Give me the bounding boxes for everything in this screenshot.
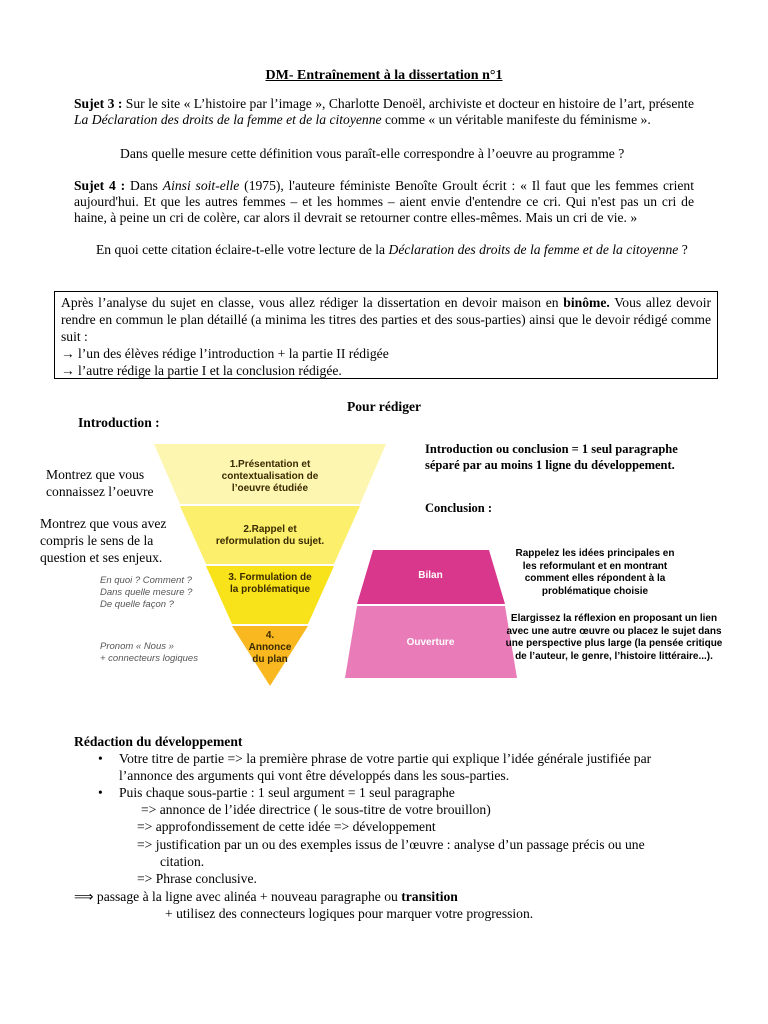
- introduction-heading: Introduction :: [78, 415, 160, 430]
- development-heading: Rédaction du développement: [74, 734, 243, 749]
- side-note-line: De quelle façon ?: [100, 599, 174, 610]
- side-note-plan: [100, 641, 220, 665]
- transition-line: [74, 888, 458, 906]
- sujet-4-text-b: (1975), l'auteure féministe Benoîte Groult écrit : « Il faut que les femmes crient aujourd'hui. Et que les autres femmes – et les hommes – aient envie d'entendre ce cri. Qui n'est pas un cri de haine, à peine un cri de colère, car alors il devrait se retourner contre elles-mêmes. Mais un cri de vie. »: [74, 178, 694, 225]
- sujet-4-question-b: ?: [678, 242, 688, 257]
- bullet-dot: •: [98, 785, 103, 800]
- funnel-step-4-label: 4. Annonce du plan: [248, 630, 292, 665]
- instructions-box: [54, 291, 718, 379]
- development-sub-2: => approfondissement de cette idée => développement: [137, 819, 436, 834]
- sujet-4-question-title: Déclaration des droits de la femme et de la citoyenne: [388, 242, 679, 257]
- sujet-4: [74, 178, 694, 226]
- ouverture-text: Elargissez la réflexion en proposant un lien avec une autre œuvre ou placez le sujet dans une perspective plus large (la pensée critique de l’auteur, le genre, l’histoire littéraire...).: [505, 613, 723, 662]
- funnel-step-3-label: 3. Formulation de la problématique: [228, 572, 312, 595]
- side-note-line: Pronom « Nous »: [100, 641, 174, 652]
- pour-rediger-heading: Pour rédiger: [346, 399, 422, 414]
- sujet-4-label: Sujet 4 :: [74, 178, 126, 193]
- development-bullet-1: Votre titre de partie => la première phrase de votre partie qui explique l’idée générale justifiée par l’annonce des arguments qui vont être développés dans les sous-parties.: [119, 751, 652, 783]
- bilan-label: Bilan: [418, 570, 443, 581]
- sujet-4-work-title: Ainsi soit-elle: [162, 178, 240, 193]
- sujet-4-question-a: En quoi cette citation éclaire-t-elle votre lecture de la: [96, 242, 389, 257]
- bullet-dot: •: [98, 751, 103, 766]
- conclusion-heading: Conclusion :: [425, 501, 493, 515]
- connecteurs-line: + utilisez des connecteurs logiques pour marquer votre progression.: [165, 906, 534, 921]
- transition-bold: transition: [401, 889, 458, 904]
- side-note-line: En quoi ? Comment ?: [100, 575, 192, 586]
- side-note-question: Montrez que vous avez compris le sens de la question et ses enjeux.: [40, 516, 167, 565]
- instructions-line-1: → l’un des élèves rédige l’introduction + la partie II rédigée: [61, 346, 389, 361]
- paragraph-rule-note: Introduction ou conclusion = 1 seul paragraphe séparé par au moins 1 ligne du développement.: [425, 442, 678, 472]
- sujet-3-work-title: La Déclaration des droits de la femme et de la citoyenne: [74, 112, 382, 127]
- development-bullet-2: Puis chaque sous-partie : 1 seul argument = 1 seul paragraphe: [119, 785, 455, 800]
- transition-text-a: passage à la ligne avec alinéa + nouveau paragraphe ou: [93, 889, 402, 904]
- double-arrow-icon: ⟹: [74, 889, 94, 905]
- instructions-line-2: → l’autre rédige la partie I et la conclusion rédigée.: [61, 363, 342, 378]
- sujet-4-question: [74, 242, 694, 258]
- instructions-text-a: Après l’analyse du sujet en classe, vous allez rédiger la dissertation en devoir maison en: [61, 295, 564, 310]
- funnel-step-1-label: 1.Présentation et contextualisation de l’oeuvre étudiée: [221, 459, 319, 494]
- ouverture-label: Ouverture: [406, 637, 455, 648]
- sujet-4-text-a: Dans: [125, 178, 163, 193]
- sujet-3-text-b: comme « un véritable manifeste du féminisme ».: [381, 112, 651, 127]
- side-note-oeuvre: Montrez que vous connaissez l’oeuvre: [46, 467, 154, 499]
- side-note-line: + connecteurs logiques: [100, 653, 198, 664]
- instructions-paragraph: [61, 294, 711, 345]
- sujet-3-label: Sujet 3 :: [74, 96, 123, 111]
- funnel-step-2-label: 2.Rappel et reformulation du sujet.: [215, 524, 325, 547]
- instructions-text-b: Vous allez devoir rendre en commun le plan détaillé (a minima les titres des parties et des sous-parties) ainsi que le devoir rédigé comme suit :: [61, 295, 712, 344]
- side-note-line: Dans quelle mesure ?: [100, 587, 193, 598]
- instructions-bold: binôme.: [563, 295, 610, 310]
- conclusion-trapezoid: [343, 548, 518, 680]
- development-sub-3b: citation.: [160, 854, 205, 869]
- sujet-3-text-a: Sur le site « L’histoire par l’image », Charlotte Denoël, archiviste et docteur en histoire de l’art, présente: [122, 96, 694, 111]
- sujet-3: [74, 96, 694, 128]
- page-title: DM- Entraînement à la dissertation n°1: [265, 68, 503, 83]
- side-note-problematique: [100, 575, 210, 611]
- bilan-text: Rappelez les idées principales en les reformulant et en montrant comment elles répondent à la problématique choisie: [515, 548, 675, 597]
- development-sub-4: => Phrase conclusive.: [137, 871, 257, 886]
- development-sub-3: => justification par un ou des exemples issus de l’œuvre : analyse d’un passage précis ou une: [137, 837, 645, 852]
- development-sub-1: => annonce de l’idée directrice ( le sous-titre de votre brouillon): [141, 802, 491, 817]
- sujet-3-question: Dans quelle mesure cette définition vous paraît-elle correspondre à l’oeuvre au programme ?: [120, 146, 625, 161]
